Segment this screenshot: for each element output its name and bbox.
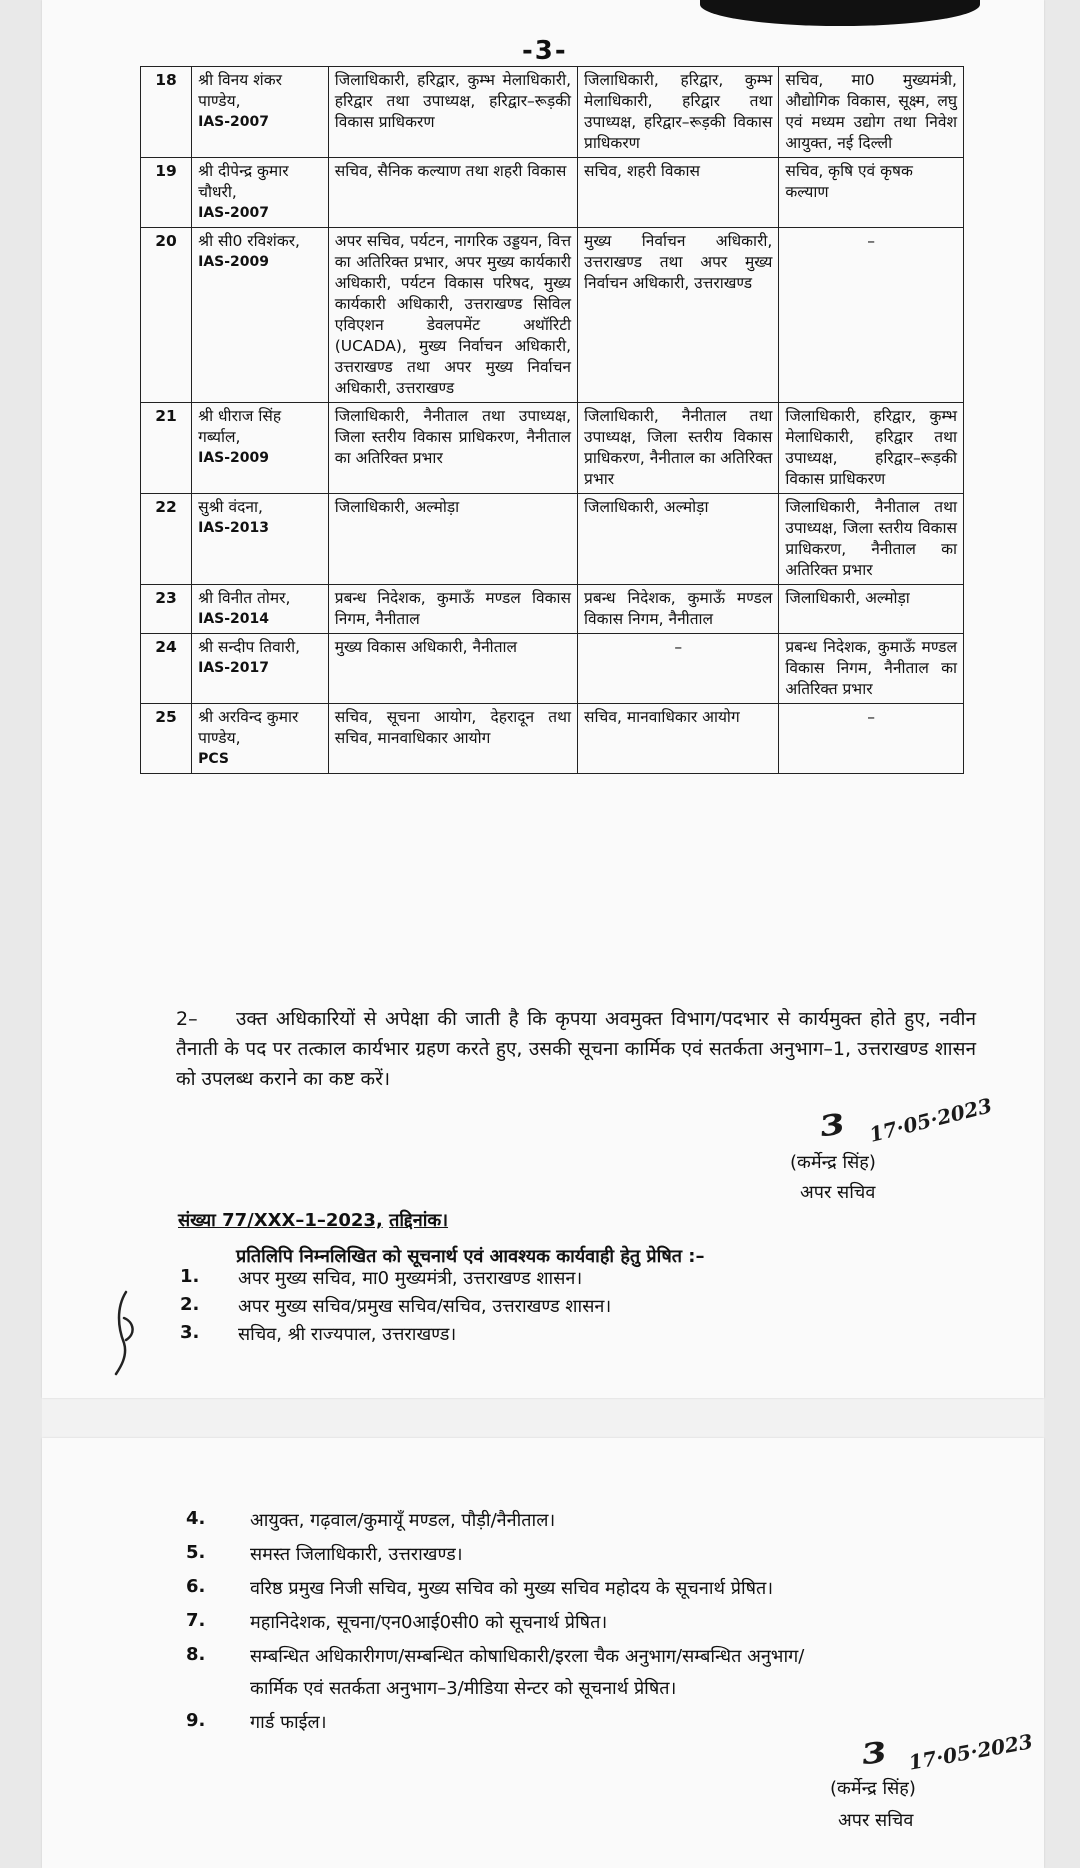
paragraph-number: 2– [176, 1008, 198, 1030]
list-text: वरिष्ठ प्रमुख निजी सचिव, मुख्य सचिव को मुख्य सचिव महोदय के सूचनार्थ प्रेषित। [250, 1578, 774, 1599]
list-number: 8. [186, 1644, 206, 1665]
list-number: 4. [186, 1508, 206, 1529]
signature-mark: ɜ [816, 1096, 846, 1147]
current-post-cell: जिलाधिकारी, हरिद्वार, कुम्भ मेलाधिकारी, हरिद्वार तथा उपाध्यक्ष, हरिद्वार–रूड़की विकास प्राधिकरण [328, 67, 577, 158]
list-number: 7. [186, 1610, 206, 1631]
relieved-post-cell: सचिव, मानवाधिकार आयोग [578, 704, 779, 774]
serial-number: 20 [141, 228, 192, 403]
list-text: समस्त जिलाधिकारी, उत्तराखण्ड। [250, 1544, 463, 1565]
list-number: 1. [180, 1266, 200, 1287]
serial-number: 23 [141, 585, 192, 634]
current-post-cell: मुख्य विकास अधिकारी, नैनीताल [328, 634, 577, 704]
signatory-designation: अपर सचिव [838, 1810, 914, 1831]
new-post-cell: जिलाधिकारी, अल्मोड़ा [779, 585, 964, 634]
officer-name: श्री अरविन्द कुमार पाण्डेय, [198, 708, 299, 747]
list-text: गार्ड फाईल। [250, 1712, 327, 1733]
serial-number: 18 [141, 67, 192, 158]
list-text: कार्मिक एवं सतर्कता अनुभाग–3/मीडिया सेन्टर को सूचनार्थ प्रेषित। [250, 1678, 677, 1699]
paragraph-text: उक्त अधिकारियों से अपेक्षा की जाती है कि कृपया अवमुक्त विभाग/पदभार से कार्यमुक्त होते हुए, नवीन तैनाती के पद पर तत्काल कार्यभार ग्रहण करते हुए, उसकी सूचना कार्मिक एवं सतर्कता अनुभाग–1, उत्तराखण्ड शासन को उपलब्ध कराने का कष्ट करें। [176, 1008, 976, 1090]
instruction-paragraph [176, 1004, 976, 1094]
officer-name: श्री सन्दीप तिवारी, [198, 638, 301, 656]
new-post-cell: जिलाधिकारी, हरिद्वार, कुम्भ मेलाधिकारी, हरिद्वार तथा उपाध्यक्ष, हरिद्वार–रूड़की विकास प्राधिकरण [779, 403, 964, 494]
postings-table [140, 66, 964, 774]
table-row [141, 634, 964, 704]
right-margin-shade [1044, 0, 1080, 1868]
new-post-cell: जिलाधिकारी, नैनीताल तथा उपाध्यक्ष, जिला स्तरीय विकास प्राधिकरण, नैनीताल का अतिरिक्त प्रभार [779, 494, 964, 585]
officer-name-cell [192, 494, 329, 585]
relieved-post-cell: प्रबन्ध निदेशक, कुमाऊँ मण्डल विकास निगम, नैनीताल [578, 585, 779, 634]
list-number: 6. [186, 1576, 206, 1597]
current-post-cell: अपर सचिव, पर्यटन, नागरिक उड्डयन, वित्त का अतिरिक्त प्रभार, अपर मुख्य कार्यकारी अधिकारी, पर्यटन विकास परिषद, मुख्य कार्यकारी अधिकारी, उत्तराखण्ड सिविल एविएशन डेवलपमेंट अथॉरिटी (UCADA), मुख्य निर्वाचन अधिकारी, उत्तराखण्ड तथा अपर मुख्य निर्वाचन अधिकारी, उत्तराखण्ड [328, 228, 577, 403]
table-row [141, 704, 964, 774]
relieved-post-cell: जिलाधिकारी, अल्मोड़ा [578, 494, 779, 585]
signatory-designation: अपर सचिव [800, 1182, 876, 1203]
page-number: -3- [522, 36, 568, 66]
margin-initial-mark [106, 1288, 146, 1378]
list-text: अपर मुख्य सचिव, मा0 मुख्यमंत्री, उत्तराखण्ड शासन। [238, 1268, 583, 1289]
officer-name-cell [192, 634, 329, 704]
copy-heading: प्रतिलिपि निम्नलिखित को सूचनार्थ एवं आवश्यक कार्यवाही हेतु प्रेषित :– [236, 1246, 705, 1267]
officer-service: IAS-2007 [198, 205, 270, 221]
officer-name: सुश्री वंदना, [198, 498, 263, 516]
current-post-cell: जिलाधिकारी, नैनीताल तथा उपाध्यक्ष, जिला स्तरीय विकास प्राधिकरण, नैनीताल का अतिरिक्त प्रभार [328, 403, 577, 494]
signature-date: 17·05·2023 [866, 1093, 995, 1147]
current-post-cell: जिलाधिकारी, अल्मोड़ा [328, 494, 577, 585]
relieved-post-cell: मुख्य निर्वाचन अधिकारी, उत्तराखण्ड तथा अपर मुख्य निर्वाचन अधिकारी, उत्तराखण्ड [578, 228, 779, 403]
reference-suffix: तद्दिनांक। [389, 1210, 449, 1231]
list-number: 9. [186, 1710, 206, 1731]
serial-number: 25 [141, 704, 192, 774]
relieved-post-cell: सचिव, शहरी विकास [578, 158, 779, 228]
list-text: अपर मुख्य सचिव/प्रमुख सचिव/सचिव, उत्तराखण्ड शासन। [238, 1296, 612, 1317]
serial-number: 21 [141, 403, 192, 494]
officer-name: श्री विनीत तोमर, [198, 589, 291, 607]
list-text: सम्बन्धित अधिकारीगण/सम्बन्धित कोषाधिकारी/इरला चैक अनुभाग/सम्बन्धित अनुभाग/ [250, 1646, 805, 1667]
officer-name: श्री सी0 रविशंकर, [198, 232, 300, 250]
new-post-cell: सचिव, मा0 मुख्यमंत्री, औद्योगिक विकास, सूक्ष्म, लघु एवं मध्यम उद्योग तथा निवेश आयुक्त, नई दिल्ली [779, 67, 964, 158]
serial-number: 22 [141, 494, 192, 585]
current-post-cell: सचिव, सैनिक कल्याण तथा शहरी विकास [328, 158, 577, 228]
table-row [141, 585, 964, 634]
relieved-post-cell: जिलाधिकारी, हरिद्वार, कुम्भ मेलाधिकारी, हरिद्वार तथा उपाध्यक्ष, हरिद्वार–रूड़की विकास प्राधिकरण [578, 67, 779, 158]
relieved-post-cell: जिलाधिकारी, नैनीताल तथा उपाध्यक्ष, जिला स्तरीय विकास प्राधिकरण, नैनीताल का अतिरिक्त प्रभार [578, 403, 779, 494]
signatory-name: (कर्मेन्द्र सिंह) [830, 1778, 916, 1799]
table-row [141, 158, 964, 228]
serial-number: 19 [141, 158, 192, 228]
list-text: सचिव, श्री राज्यपाल, उत्तराखण्ड। [238, 1324, 457, 1345]
list-number: 5. [186, 1542, 206, 1563]
signature-mark: ɜ [859, 1724, 887, 1775]
left-margin-shade [0, 0, 42, 1868]
new-post-cell: सचिव, कृषि एवं कृषक कल्याण [779, 158, 964, 228]
officer-name-cell [192, 158, 329, 228]
officer-name: श्री धीराज सिंह गर्ब्याल, [198, 407, 282, 446]
officer-name-cell [192, 585, 329, 634]
new-post-cell: प्रबन्ध निदेशक, कुमाऊँ मण्डल विकास निगम, नैनीताल का अतिरिक्त प्रभार [779, 634, 964, 704]
officer-service: IAS-2009 [198, 450, 270, 466]
officer-service: IAS-2009 [198, 254, 270, 270]
list-number: 3. [180, 1322, 200, 1343]
relieved-post-cell: – [578, 634, 779, 704]
officer-service: IAS-2017 [198, 660, 270, 676]
officer-service: IAS-2007 [198, 114, 270, 130]
officer-name-cell [192, 403, 329, 494]
list-text: आयुक्त, गढ़वाल/कुमायूँ मण्डल, पौड़ी/नैनीताल। [250, 1510, 556, 1531]
reference-number [178, 1208, 448, 1232]
serial-number: 24 [141, 634, 192, 704]
table-row [141, 228, 964, 403]
table-row [141, 494, 964, 585]
list-text: महानिदेशक, सूचना/एन0आई0सी0 को सूचनार्थ प्रेषित। [250, 1612, 608, 1633]
current-post-cell: प्रबन्ध निदेशक, कुमाऊँ मण्डल विकास निगम, नैनीताल [328, 585, 577, 634]
list-number: 2. [180, 1294, 200, 1315]
officer-service: PCS [198, 751, 229, 767]
officer-name: श्री विनय शंकर पाण्डेय, [198, 71, 282, 110]
officer-service: IAS-2013 [198, 520, 270, 536]
officer-name-cell [192, 228, 329, 403]
signatory-name: (कर्मेन्द्र सिंह) [790, 1152, 876, 1173]
new-post-cell: – [779, 228, 964, 403]
current-post-cell: सचिव, सूचना आयोग, देहरादून तथा सचिव, मानवाधिकार आयोग [328, 704, 577, 774]
officer-service: IAS-2014 [198, 611, 270, 627]
signature-date: 17·05·2023 [906, 1729, 1035, 1775]
new-post-cell: – [779, 704, 964, 774]
officer-name-cell [192, 67, 329, 158]
officer-name-cell [192, 704, 329, 774]
officer-name: श्री दीपेन्द्र कुमार चौधरी, [198, 162, 289, 201]
table-row [141, 403, 964, 494]
table-row [141, 67, 964, 158]
reference-number-text: संख्या 77/XXX–1–2023, [178, 1210, 383, 1231]
